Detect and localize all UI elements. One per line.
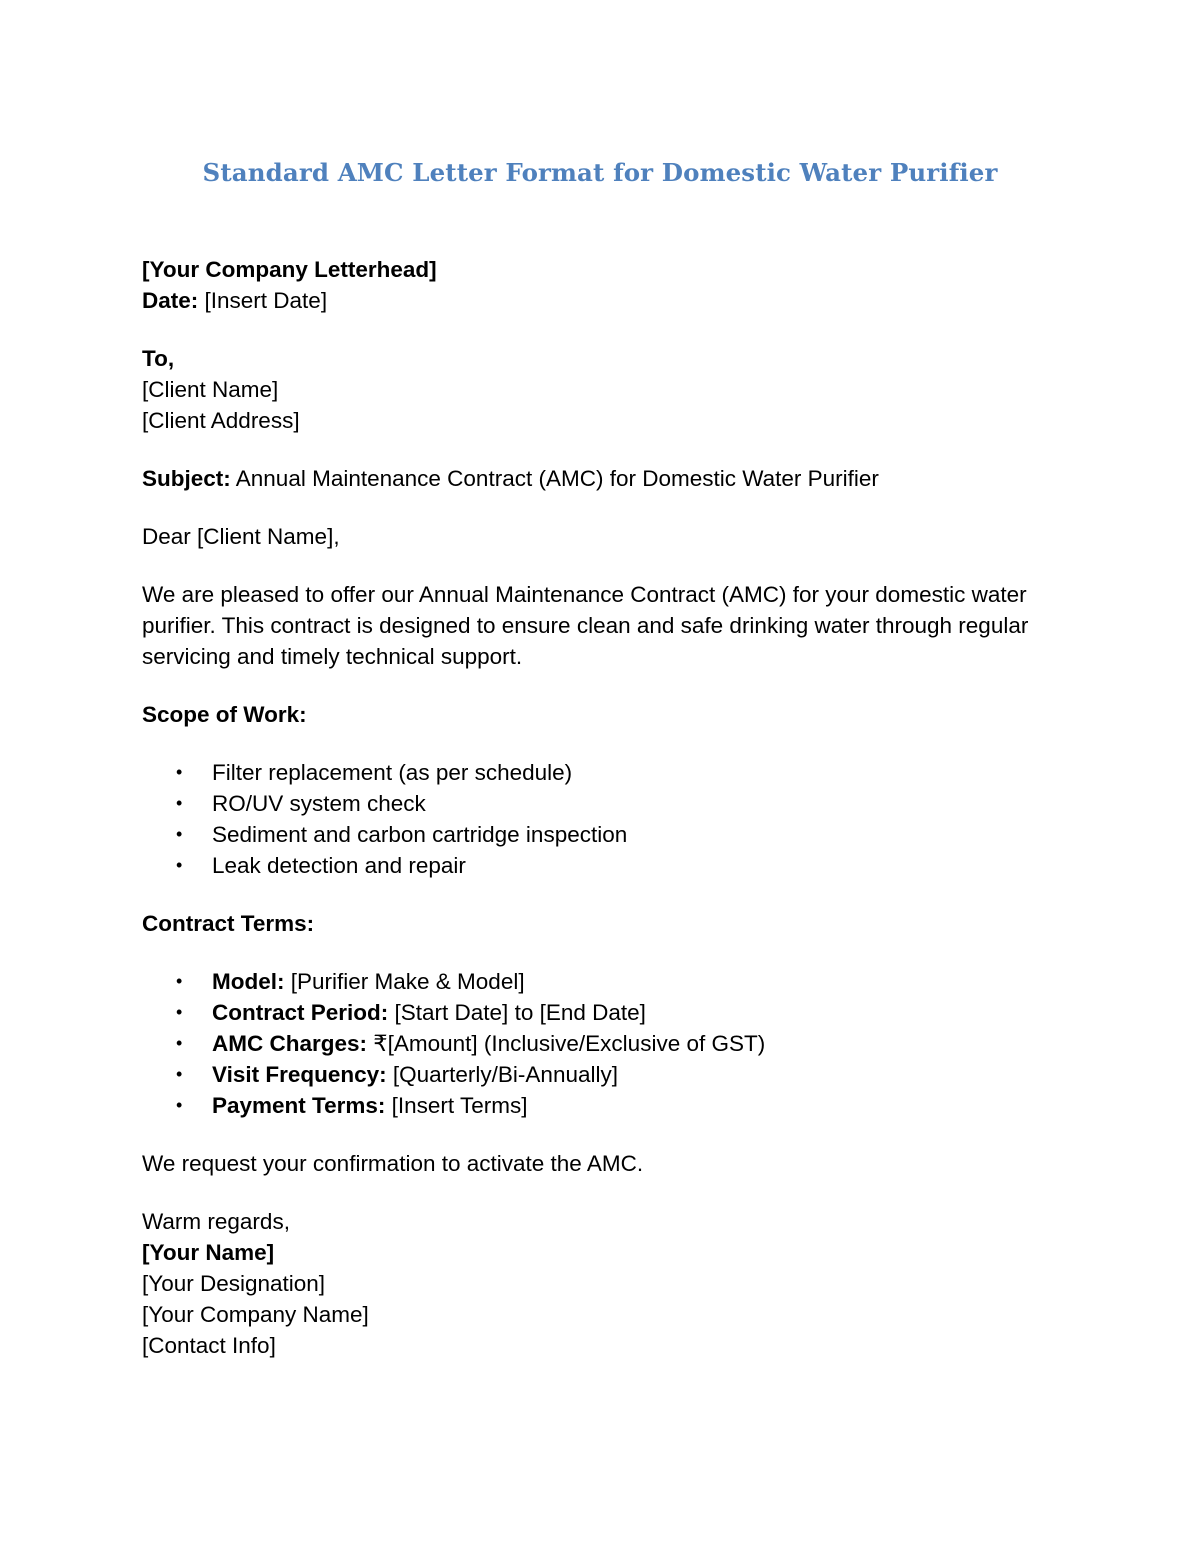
- scope-item: • Filter replacement (as per schedule): [142, 757, 1072, 788]
- subject-text: Annual Maintenance Contract (AMC) for Domestic Water Purifier: [230, 466, 879, 491]
- salutation: Dear [Client Name],: [142, 524, 340, 549]
- signer-designation: [Your Designation]: [142, 1271, 326, 1296]
- scope-heading: Scope of Work:: [142, 702, 307, 727]
- bullet-icon: •: [176, 824, 183, 844]
- date-label: Date:: [142, 288, 199, 313]
- date-value: [Insert Date]: [198, 288, 328, 313]
- bullet-icon: •: [176, 1064, 183, 1084]
- terms-list: [142, 966, 1072, 1121]
- scope-item: • Leak detection and repair: [142, 850, 1072, 881]
- scope-item: • Sediment and carbon cartridge inspection: [142, 819, 1072, 850]
- scope-list: [142, 757, 1072, 881]
- terms-item: • Model: [Purifier Make & Model]: [142, 966, 1072, 997]
- terms-item: • Contract Period: [Start Date] to [End Date]: [142, 997, 1072, 1028]
- client-name: [Client Name]: [142, 377, 279, 402]
- bullet-icon: •: [176, 855, 183, 875]
- signer-contact: [Contact Info]: [142, 1333, 276, 1358]
- document-title: Standard AMC Letter Format for Domestic Water Purifier: [202, 158, 998, 187]
- signer-name: [Your Name]: [142, 1240, 275, 1265]
- closing-line: We request your confirmation to activate the AMC.: [142, 1151, 644, 1176]
- signer-company: [Your Company Name]: [142, 1302, 369, 1327]
- bullet-icon: •: [176, 971, 183, 991]
- bullet-icon: •: [176, 1095, 183, 1115]
- bullet-icon: •: [176, 793, 183, 813]
- company-letterhead: [Your Company Letterhead]: [142, 257, 437, 282]
- terms-item: • Payment Terms: [Insert Terms]: [142, 1090, 1072, 1121]
- bullet-icon: •: [176, 1002, 183, 1022]
- subject-label: Subject:: [142, 466, 231, 491]
- terms-heading: Contract Terms:: [142, 911, 315, 936]
- terms-item: • Visit Frequency: [Quarterly/Bi-Annually]: [142, 1059, 1072, 1090]
- terms-item: • AMC Charges: ₹[Amount] (Inclusive/Exclusive of GST): [142, 1028, 1072, 1059]
- bullet-icon: •: [176, 762, 183, 782]
- client-address: [Client Address]: [142, 408, 300, 433]
- letter-body: [142, 254, 1072, 1361]
- subject-line: [142, 463, 1072, 494]
- date-line: [142, 285, 1072, 316]
- to-label: To,: [142, 346, 175, 371]
- bullet-icon: •: [176, 1033, 183, 1053]
- regards: Warm regards,: [142, 1209, 290, 1234]
- scope-item: • RO/UV system check: [142, 788, 1072, 819]
- intro-paragraph: We are pleased to offer our Annual Maintenance Contract (AMC) for your domestic water purifier. This contract is designed to ensure clean and safe drinking water through regular servicing and timely technical support.: [142, 582, 1029, 669]
